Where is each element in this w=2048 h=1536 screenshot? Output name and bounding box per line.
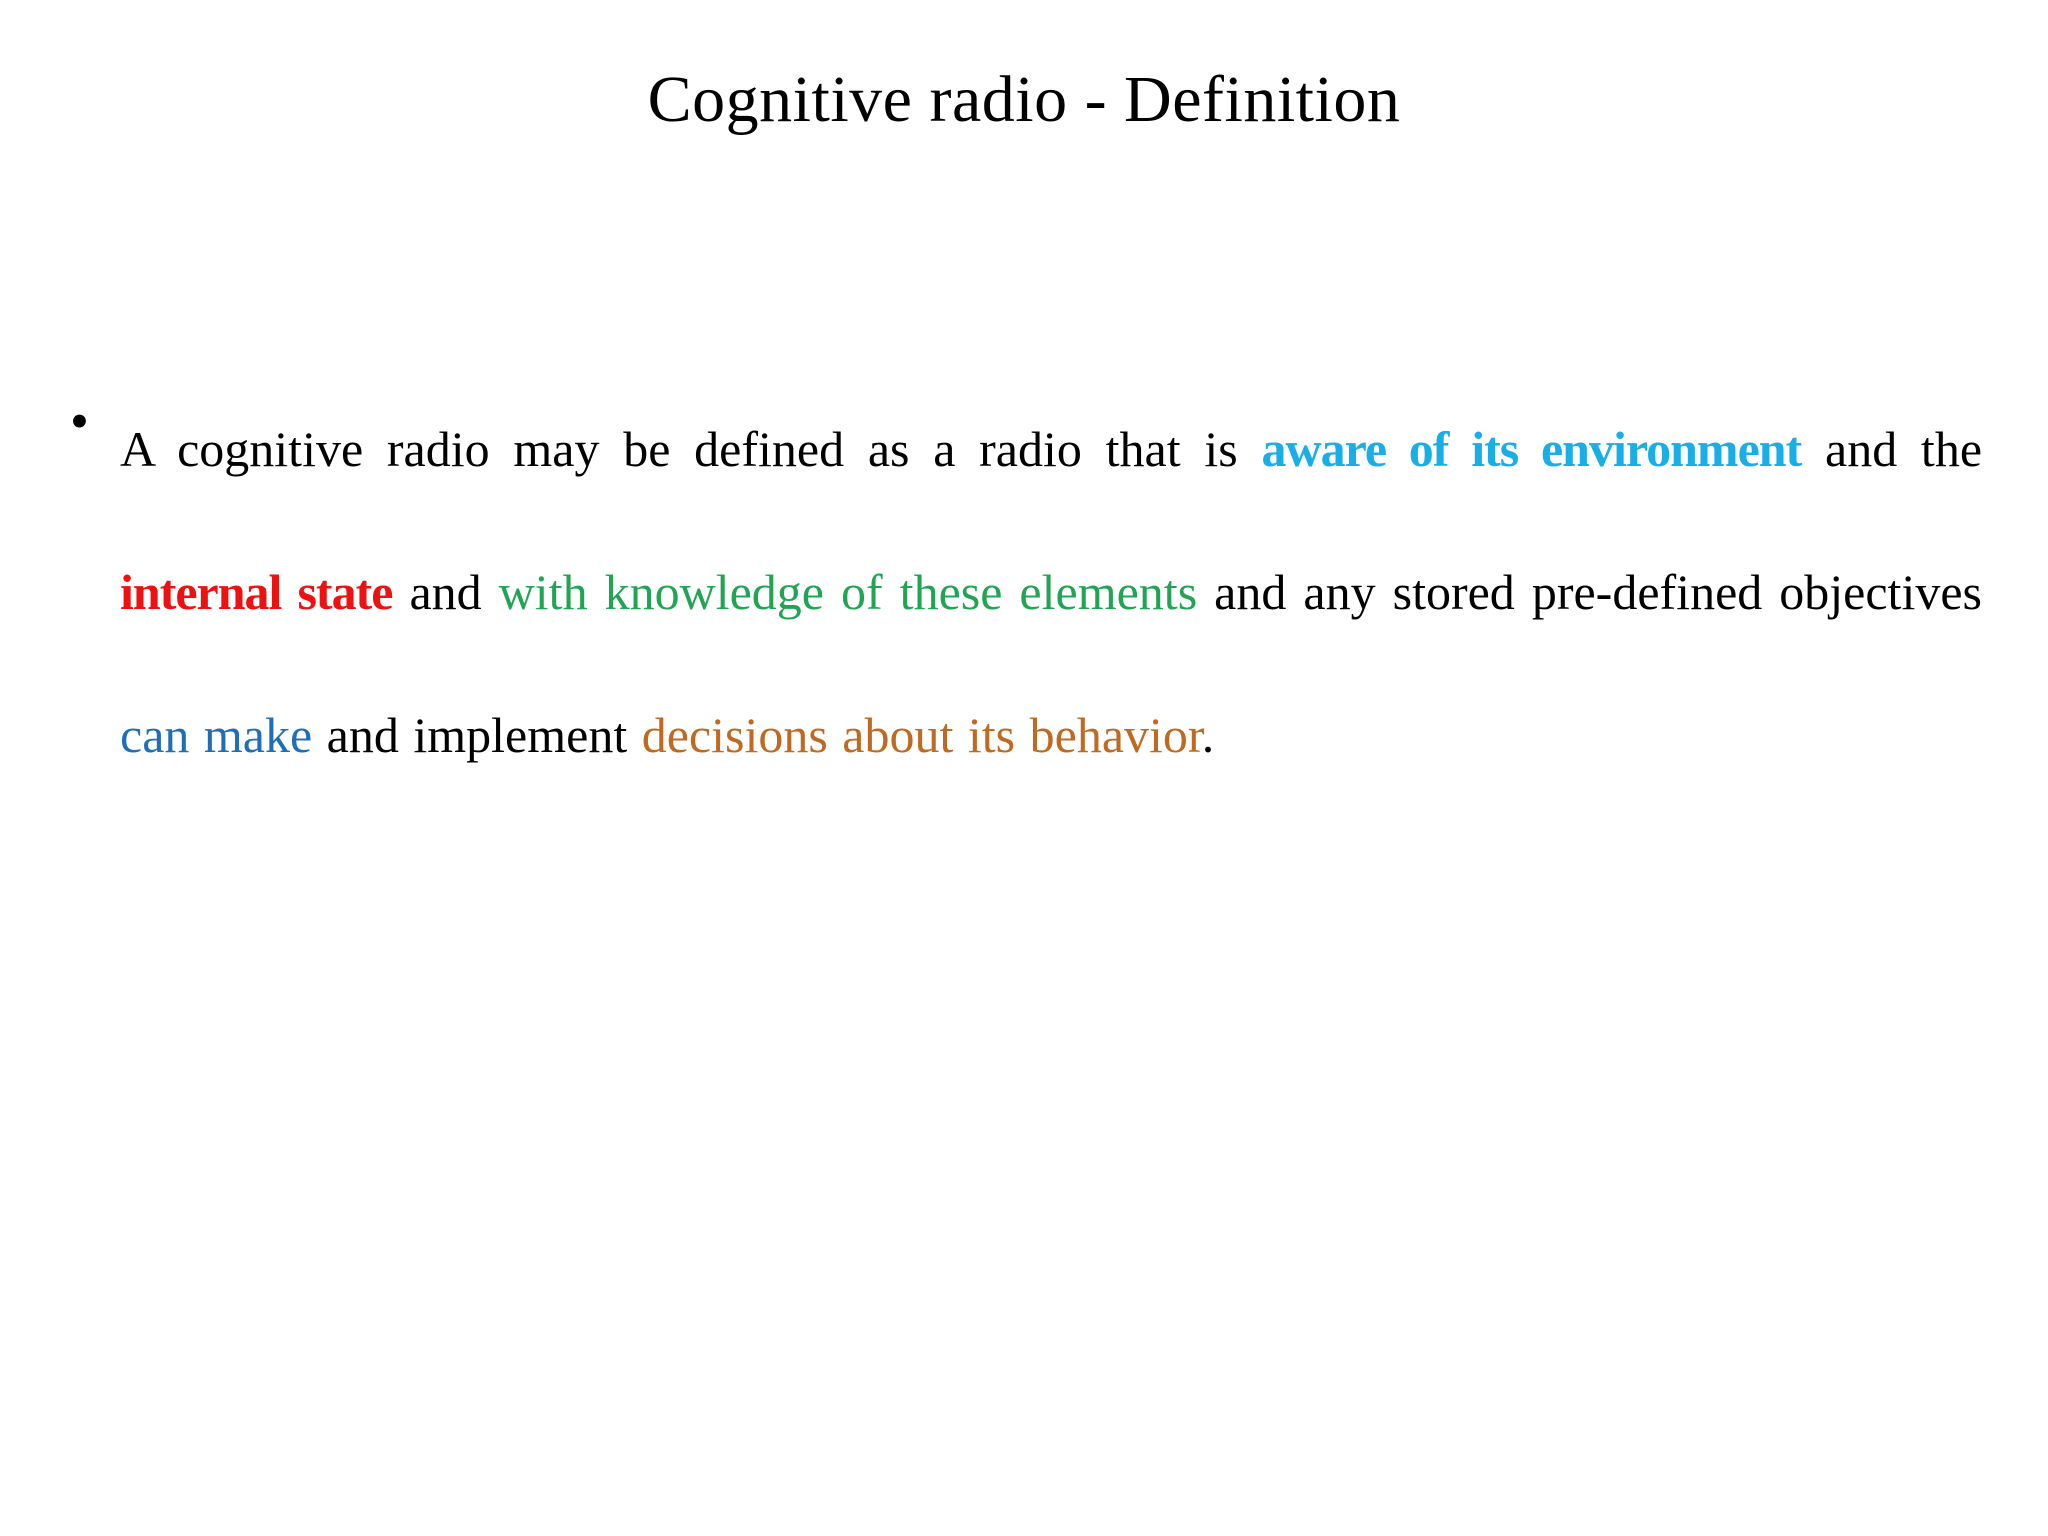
highlight-aware-of-environment: aware of its environment bbox=[1261, 421, 1802, 477]
slide-title: Cognitive radio - Definition bbox=[647, 63, 1401, 136]
text-segment: and any stored pre-defined objectives bbox=[1197, 564, 1982, 620]
text-segment: A cognitive radio may be defined as a radio that is bbox=[120, 421, 1262, 477]
highlight-knowledge: with knowledge of these elements bbox=[498, 564, 1198, 620]
text-segment: and bbox=[392, 564, 499, 620]
bullet-marker: • bbox=[70, 391, 89, 451]
text-segment: and the bbox=[1801, 421, 1983, 477]
text-segment: . bbox=[1201, 707, 1215, 763]
highlight-decisions: decisions about its behavior bbox=[641, 707, 1202, 763]
text-segment: and implement bbox=[312, 707, 642, 763]
bullet-text bbox=[120, 378, 1982, 807]
highlight-internal-state: internal state bbox=[120, 564, 393, 620]
bullet-item bbox=[70, 378, 1983, 807]
highlight-can-make: can make bbox=[120, 707, 313, 763]
